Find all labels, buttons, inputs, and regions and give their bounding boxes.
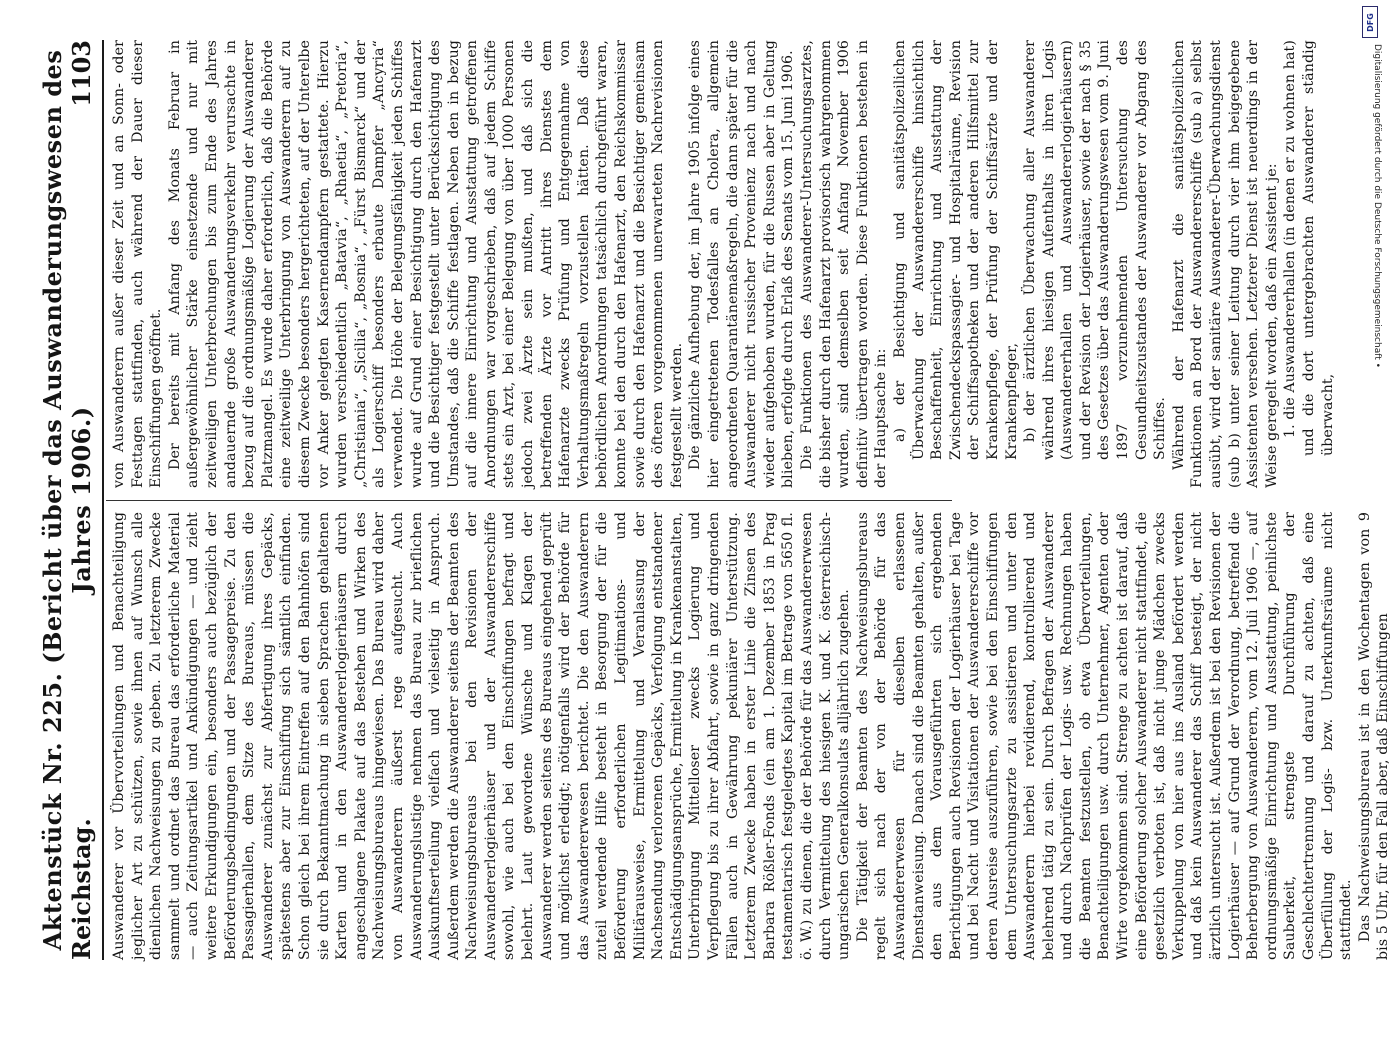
paragraph: Die Funktionen des Auswanderer-Untersuchungsarztes, die bisher durch den Hafenarzt provisorisch wahrgenommen wurden, sind demselben seit Anfang November 1906 definitiv übertragen worden. Diese Funktionen bestehen in der Hauptsache in: [798, 40, 890, 488]
paragraph: Auswanderer vor Übervorteilungen und Benachteiligung jeglicher Art zu schützen, sowie ihnen auf Wunsch alle dienlichen Nachweisungen zu geben. Zu letzterem Zwecke sammelt und ordnet das Bureau das erforderliche Material — auch Zeitungsartikel und Ankündigungen — und zieht weitere Erkundigungen ein, besonders auch bezüglich der Beförderungsbedingungen und der Passagepreise. Zu den Passagierhallen, dem Sitze des Bureaus, müssen die Auswanderer zunächst zur Abfertigung ihres Gepäcks, spätestens aber zur Einschiffung sich sämtlich einfinden. Schon gleich bei ihrem Eintreffen auf den Bahnhöfen sind sie durch Bekanntmachung in sieben Sprachen gehaltenen Karten und in den Auswandererlogierhäusern durch angeschlagene Plakate auf das Bestehen und Wirken des Nachweisungsbureaus hingewiesen. Das Bureau wird daher von Auswanderern äußerst rege aufgesucht. Auch Auswanderungslustige nehmen das Bureau zur brieflichen Auskunftserteilung vielfach und vielseitig in Anspruch. Außerdem werden die Auswanderer seitens der Beamten des Nachweisungsbureaus bei den Revisionen der Auswandererlogierhäuser und der Auswandererschiffe sowohl, wie auch bei den Einschiffungen befragt und belehrt. Laut gewordene Wünsche und Klagen der Auswanderer werden seitens des Bureaus eingehend geprüft und möglichst erledigt; nötigenfalls wird der Behörde für das Auswandererwesen berichtet. Die den Auswanderern zuteil werdende Hilfe besteht in Besorgung der für die Beförderung erforderlichen Legitimations- und Militärausweise, Ermittelung und Veranlassung der Nachsendung verlorenen Gepäcks, Verfolgung entstandener Entschädigungsansprüche, Ermittelung in Krankenanstalten, Unterbringung Mittelloser zwecks Logierung und Verpflegung bis zu ihrer Abfahrt, sowie in ganz dringenden Fällen auch in Gewährung pekuniärer Unterstützung. Letzterem Zwecke haben in erster Linie die Zinsen des Barbara Rößler-Fonds (ein am 1. Dezember 1853 in Prag testamentarisch festgelegtes Kapital im Betrage von 5650 fl. ö. W.) zu dienen, die der Behörde für das Auswandererwesen durch Vermittelung des hiesigen K. und K. österreichisch-ungarischen Generalkonsulats alljährlich zugehen. [111, 512, 853, 960]
page-header [38, 40, 104, 960]
paragraph: Während der Hafenarzt die sanitätspolizeilichen Funktionen an Bord der Auswandererschiffe (sub a) selbst ausübt, wird der sanitäre Auswanderer-Überwachungsdienst (sub b) unter seiner Leitung durch vier ihm beigegebene Assistenten versehen. Letzterer Dienst ist neuerdings in der Weise geregelt worden, daß ein Assistent je: [1170, 40, 1280, 488]
right-text-column [110, 40, 1336, 488]
digitization-stamp [1361, 0, 1383, 1000]
dfg-logo-icon [1362, 6, 1378, 38]
paragraph: Das Nachweisungsbureau ist in den Wochentagen von 9 bis 5 Uhr, für den Fall aber, daß Einschiffungen [1356, 512, 1392, 960]
list-item-b: b) der ärztlichen Überwachung aller Auswanderer während ihres hiesigen Aufenthalts in ihren Logis (Auswandererhallen und Auswandererlogierhäusern) und der Revision der Logierhäuser, sowie der nach § 35 des Gesetzes über das Auswanderungswesen vom 9. Juni 1897 vorzunehmenden Untersuchung des Gesundheitszustandes der Auswanderer vor Abgang des Schiffes. [1022, 40, 1169, 460]
dfg-logo-text: DFG [1365, 12, 1375, 32]
left-text-column [110, 512, 1392, 960]
list-item-1: 1. die Auswandererhallen (in denen er zu wohnen hat) und die dort untergebrachten Auswanderer ständig überwacht, [1282, 40, 1336, 456]
paragraph: Die Tätigkeit der Beamten des Nachweisungsbureaus regelt sich nach der von der Behörde für das Auswandererwesen für dieselben erlassenen Dienstanweisung. Danach sind die Beamten gehalten, außer den aus dem Vorausgeführten sich ergebenden Berichtigungen auch Revisionen der Logierhäuser bei Tage und bei Nacht und Visitationen der Auswandererschiffe vor deren Ausreise auszuführen, sowie bei den Einschiffungen dem Untersuchungsarzte zu assistieren und unter den Auswanderern hierbei revidierend, kontrollierend und belehrend tätig zu sein. Durch Befragen der Auswanderer und durch Nachprüfen der Logis- usw. Rechnungen haben die Beamten festzustellen, ob etwa Übervorteilungen, Benachteiligungen usw. durch Unternehmer, Agenten oder Wirte vorgekommen sind. Strenge zu achten ist darauf, daß eine Beförderung solcher Auswanderer nicht stattfindet, die gesetzlich verboten ist, daß nicht junge Mädchen zwecks Verkuppelung von hier aus ins Ausland befördert werden und daß kein Auswanderer das Schiff besteigt, der nicht ärztlich untersucht ist. Außerdem ist bei den Revisionen der Logierhäuser — auf Grund der Verordnung, betreffend die Beherbergung von Auswanderern, vom 12. Juli 1906 —, auf ordnungsmäßige Einrichtung und Ausstattung, peinlichste Sauberkeit, strengste Durchführung der Geschlechtertrennung und darauf zu achten, daß eine Überfüllung der Logis- bzw. Unterkunftsräume nicht stattfindet. [854, 512, 1355, 960]
header-left-title: Reichstag. [67, 818, 96, 960]
digitization-notice: Digitalisierung gefördert durch die Deutsche Forschungsgemeinschaft • [1372, 44, 1382, 368]
column-divider [106, 500, 952, 501]
header-center-title: Aktenstück Nr. 225. (Bericht über das Auswanderungswesen des Jahres 1906.) [38, 49, 96, 951]
paragraph: Die gänzliche Aufhebung der, im Jahre 1905 infolge eines hier eingetretenen Todesfalles an Cholera, allgemein angeordneten Quarantänemaßregeln, die dann später für die Auswanderer nicht russischer Provenienz nach und nach wieder aufgehoben wurden, für die Russen aber in Geltung blieben, erfolgte durch Erlaß des Senats vom 15. Juni 1906. [687, 40, 797, 488]
paragraph: Der bereits mit Anfang des Monats Februar in außergewöhnlicher Stärke einsetzende und nur mit zeitweiligen Unterbrechungen bis zum Ende des Jahres andauernde große Auswanderungsverkehr verursachte in bezug auf die ordnungsmäßige Logierung der Auswanderer Platzmangel. Es wurde daher erforderlich, daß die Behörde eine zeitweilige Unterbringung von Auswanderern auf zu diesem Zwecke besonders hergerichteten, auf der Unterelbe vor Anker gelegten Kasernendampfern gestattete. Hierzu wurden verschiedentlich „Batavia“, „Rhaetia“, „Pretoria“, „Christiania“, „Sicilia“, „Bosnia“, „Fürst Bismarck“ und der als Logierschiff besonders erbaute Dampfer „Ancyria“ verwendet. Die Höhe der Belegungsfähigkeit jeden Schiffes wurde auf Grund einer Besichtigung durch den Hafenarzt und die Besichtiger festgestellt unter Berücksichtigung des Umstandes, daß die Schiffe festlagen. Neben den in bezug auf die innere Einrichtung und Ausstattung getroffenen Anordnungen war vorgeschrieben, daß auf jedem Schiffe stets ein Arzt, bei einer Belegung von über 1000 Personen jedoch zwei Ärzte sein mußten, und daß sich die betreffenden Ärzte vor Antritt ihres Dienstes dem Hafenarzte zwecks Prüfung und Entgegennahme von Verhaltungsmaßregeln vorzustellen hätten. Daß diese behördlichen Anordnungen tatsächlich durchgeführt waren, konnte bei den durch den Hafenarzt, den Reichskommissar sowie durch den Hafenarzt und die Besichtiger gemeinsam des öfteren vorgenommenen unerwarteten Nachrevisionen festgestellt werden. [166, 40, 685, 488]
paragraph: von Auswanderern außer dieser Zeit und an Sonn- oder Festtagen stattfinden, auch während der Dauer dieser Einschiffungen geöffnet. [111, 40, 165, 488]
list-item-a: a) der Besichtigung und sanitätspolizeilichen Überwachung der Auswandererschiffe hinsichtlich Beschaffenheit, Einrichtung und Ausstattung der Zwischendeckspassagier- und Hospitalräume, Revision der Schiffsapotheken und der anderen Hilfsmittel zur Krankenpflege, der Prüfung der Schiffsärzte und der Krankenpfleger, [891, 40, 1020, 460]
page-number: 1103 [67, 40, 96, 107]
